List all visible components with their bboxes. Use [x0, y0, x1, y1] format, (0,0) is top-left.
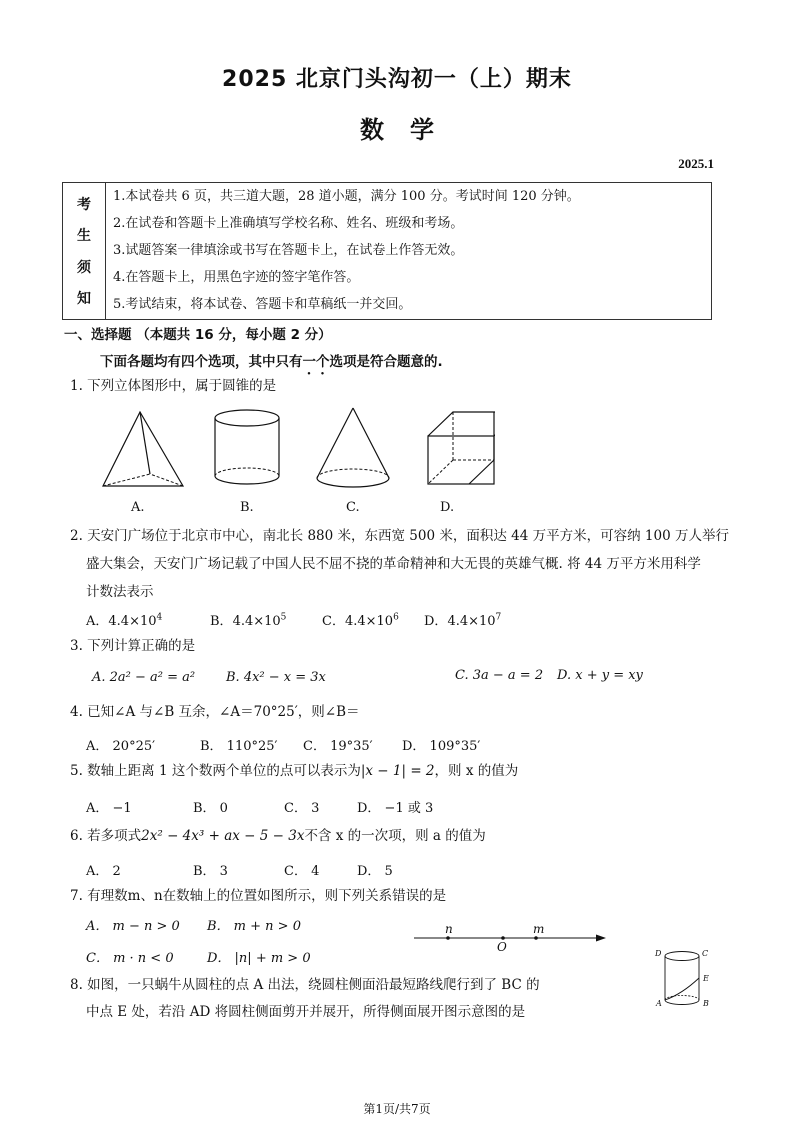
option-label: A.	[131, 500, 145, 515]
figure-label-d: D	[655, 949, 662, 958]
question-2-option: A．$4.4\times 10^4$	[86, 612, 163, 629]
question-2-option: B．$4.4\times 10^5$	[210, 612, 287, 629]
question-3-option: C. 3a − a = 2	[455, 668, 544, 683]
notice-box	[62, 182, 712, 320]
question-2-line: 计数法表示	[86, 584, 154, 600]
question-3-option: B. 4x² − x = 3x	[226, 670, 326, 685]
notice-label-char: 考	[77, 197, 91, 214]
question-6-option: C． 4	[284, 864, 320, 879]
question-7-option: C． m · n < 0	[86, 951, 174, 966]
subject-title: 数学	[360, 116, 460, 144]
instruction-text: 下面各题均有四个选项，其中只有	[100, 354, 303, 370]
question-5-option: A． −1	[86, 801, 132, 816]
question-2-option: C．$4.4\times 10^6$	[322, 612, 399, 629]
question-2-option: D．$4.4\times 10^7$	[424, 612, 502, 629]
question-1-stem: 1. 下列立体图形中，属于圆锥的是	[70, 378, 277, 394]
stem-text: 不含 x 的一次项，则 a 的值为	[304, 828, 486, 844]
exam-date: 2025.1	[678, 156, 714, 171]
question-5-option: B． 0	[193, 801, 228, 816]
cuboid-edges	[428, 404, 500, 494]
question-4-option: D． 109°35′	[402, 739, 481, 754]
question-6-option: A． 2	[86, 864, 121, 879]
question-7-option: D． |n| + m > 0	[207, 951, 311, 966]
point-n	[446, 936, 450, 940]
axis-label-n: n	[445, 922, 453, 936]
stem-text: 6. 若多项式	[70, 828, 142, 844]
instruction-emphasis: 一个	[302, 354, 330, 370]
notice-label	[63, 183, 106, 319]
notice-label-char: 生	[77, 228, 91, 245]
question-6-option: D． 5	[357, 864, 393, 879]
question-3-option: A. 2a² − a² = a²	[92, 670, 196, 685]
question-3-option: D. x + y = xy	[557, 668, 643, 683]
question-4-option: B． 110°25′	[200, 739, 278, 754]
option-label: D.	[440, 500, 455, 515]
question-7-option: B． m + n > 0	[207, 919, 301, 934]
axis-label-m: m	[533, 922, 545, 936]
notice-item: 2.在试卷和答题卡上准确填写学校名称、姓名、班级和考场。	[113, 216, 464, 231]
page-number: 第1页/共7页	[363, 1102, 431, 1116]
axis-label-o: O	[497, 940, 507, 954]
notice-item: 3.试题答案一律填涂或书写在答题卡上，在试卷上作答无效。	[113, 243, 464, 258]
stem-text: ，则 x 的值为	[434, 763, 519, 779]
question-8-line: 中点 E 处，若沿 AD 将圆柱侧面剪开并展开，所得侧面展开图示意图的是	[86, 1004, 526, 1020]
number-line-figure	[410, 920, 610, 956]
option-label: C.	[346, 500, 360, 515]
question-4-option: A． 20°25′	[86, 739, 156, 754]
instruction-text: 选项是符合题意的.	[329, 354, 443, 370]
question-7-option: A． m − n > 0	[86, 919, 180, 934]
stem-math: |x − 1| = 2	[360, 763, 435, 779]
cylinder-icon	[215, 410, 279, 484]
option-label: B.	[240, 500, 254, 515]
question-4-stem: 4. 已知∠A 与∠B 互余，∠A＝70°25′，则∠B＝	[70, 704, 360, 720]
question-8-line: 8. 如图，一只蜗牛从圆柱的点 A 出法，绕圆柱侧面沿最短路线爬行到了 BC 的	[70, 977, 540, 993]
figure-label-c: C	[702, 949, 709, 958]
figure-label-b: B	[703, 999, 709, 1008]
stem-math: 2x² − 4x³ + ax − 5 − 3x	[141, 828, 305, 844]
question-6-option: B． 3	[193, 864, 228, 879]
notice-label-char: 知	[77, 290, 91, 307]
question-2-line: 盛大集会，天安门广场记载了中国人民不屈不挠的革命精神和大无畏的英雄气概. 将 44 万平方米用科学	[86, 556, 701, 572]
figure-label-a: A	[656, 999, 662, 1008]
notice-items	[113, 187, 708, 322]
tetrahedron-icon	[103, 412, 183, 486]
exam-title: 2025 北京门头沟初一（上）期末	[222, 67, 572, 92]
question-5-stem	[70, 759, 518, 783]
question-5-option: C． 3	[284, 801, 320, 816]
cone-icon	[317, 408, 389, 487]
stem-text: 5. 数轴上距离 1 这个数两个单位的点可以表示为	[70, 763, 361, 779]
notice-item: 1.本试卷共 6 页，共三道大题，28 道小题，满分 100 分。考试时间 120 分钟。	[113, 189, 580, 204]
figure-label-e: E	[703, 974, 709, 983]
question-5-option: D． −1 或 3	[357, 801, 434, 816]
notice-label-char: 须	[77, 259, 91, 276]
question-7-stem: 7. 有理数m、n在数轴上的位置如图所示，则下列关系错误的是	[70, 888, 447, 904]
notice-item: 4.在答题卡上，用黑色字迹的签字笔作答。	[113, 270, 360, 285]
section-heading: 一、选择题 （本题共 16 分，每小题 2 分）	[64, 327, 332, 343]
question-4-option: C． 19°35′	[303, 739, 373, 754]
point-m	[534, 936, 538, 940]
question-6-stem	[70, 824, 486, 848]
notice-item: 5.考试结束，将本试卷、答题卡和草稿纸一并交回。	[113, 297, 412, 312]
question-3-stem: 3. 下列计算正确的是	[70, 638, 196, 654]
question-2-line: 2. 天安门广场位于北京市中心，南北长 880 米，东西宽 500 米，面积达 44 万平方米，可容纳 100 万人举行	[70, 528, 729, 544]
